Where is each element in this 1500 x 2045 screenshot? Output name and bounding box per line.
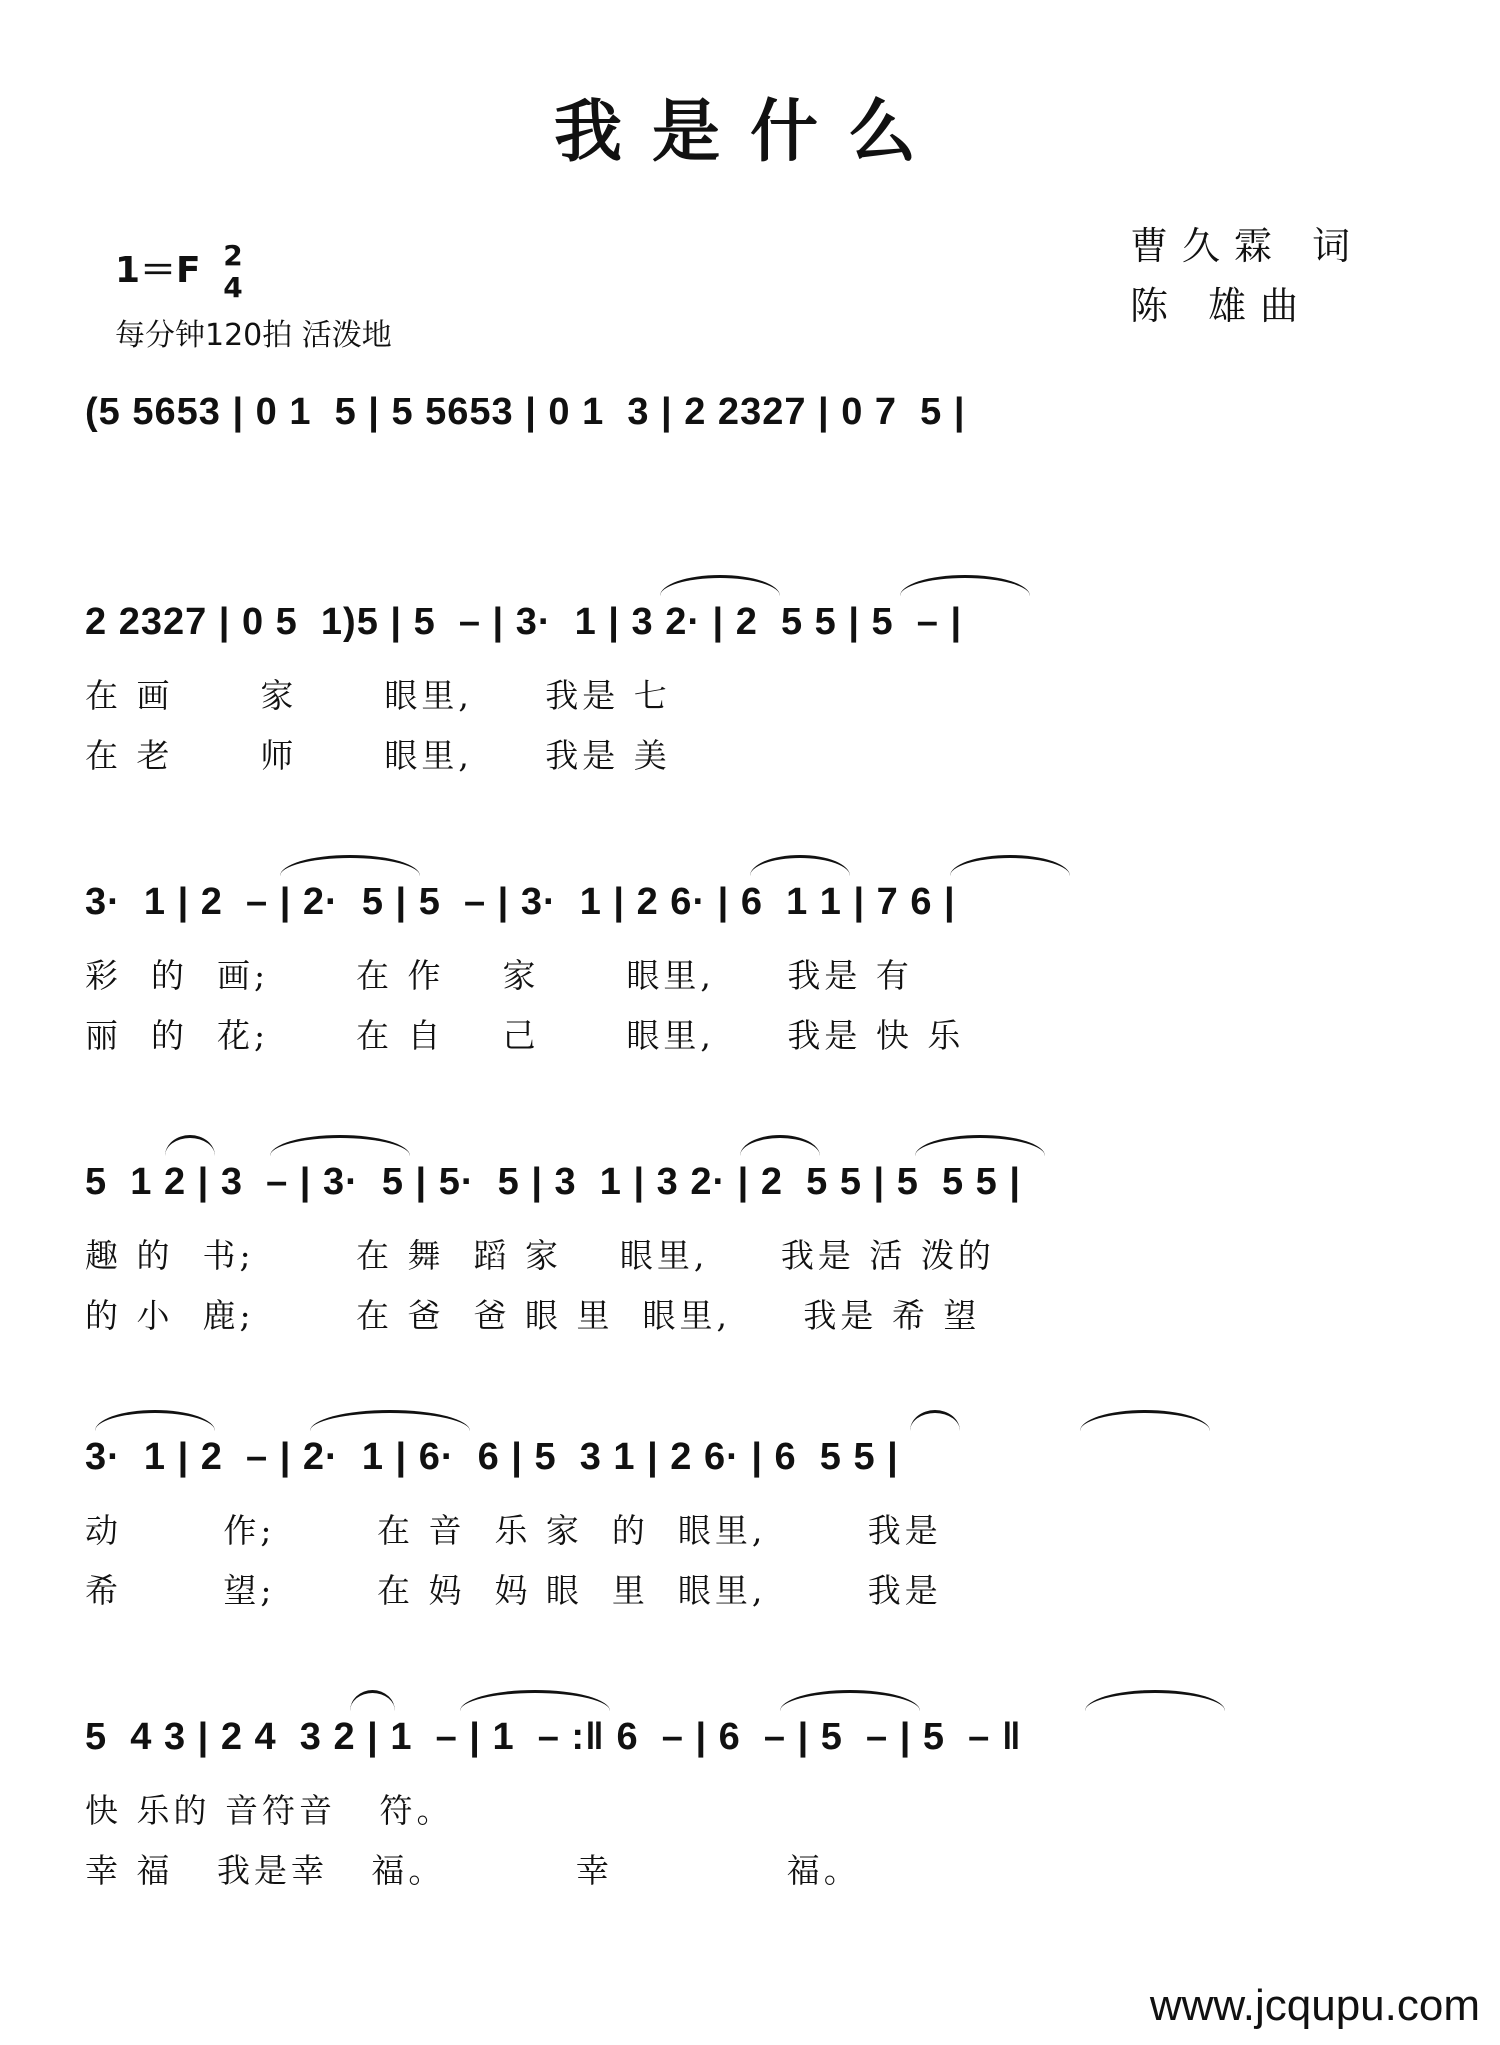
lyric-verse-1: 快 乐的 音符音 符。	[85, 1791, 454, 1830]
tie-arc	[910, 1410, 960, 1431]
tie-arc	[165, 1135, 215, 1156]
notation-line: 5 1 2 | 3 – | 3· 5 | 5· 5 | 3 1 | 3 2· | 2 5 5 | 5 5 5 |	[85, 1161, 1021, 1203]
tie-arc	[780, 1690, 920, 1711]
tie-arc	[95, 1410, 215, 1431]
tie-arc	[270, 1135, 410, 1156]
time-signature-top: 2	[223, 239, 243, 272]
notation-line: (5 5653 | 0 1 5 | 5 5653 | 0 1 3 | 2 2327 | 0 7 5 |	[85, 391, 966, 433]
tie-arc	[915, 1135, 1045, 1156]
time-signature	[223, 240, 242, 304]
key-signature	[115, 240, 243, 304]
lyric-verse-2: 希 望; 在 妈 妈 眼 里 眼里, 我是	[85, 1571, 942, 1610]
lyric-verse-2: 丽 的 花; 在 自 己 眼里, 我是 快 乐	[85, 1016, 965, 1055]
time-signature-bottom: 4	[223, 271, 243, 304]
staff-system-5	[0, 1430, 1500, 1490]
key-label: 1＝F	[115, 250, 201, 291]
tie-arc	[460, 1690, 610, 1711]
lyric-verse-2: 幸 福 我是幸 福。 幸 福。	[85, 1851, 861, 1890]
tie-arc	[660, 575, 780, 596]
notation-line: 5 4 3 | 2 4 3 2 | 1 – | 1 – :‖ 6 – | 6 – | 5 – | 5 – ‖	[85, 1716, 1022, 1758]
tie-arc	[950, 855, 1070, 876]
notation-line: 2 2327 | 0 5 1)5 | 5 – | 3· 1 | 3 2· | 2 5 5 | 5 – |	[85, 601, 963, 643]
notation-line: 3· 1 | 2 – | 2· 1 | 6· 6 | 5 3 1 | 2 6· | 6 5 5 |	[85, 1436, 899, 1478]
tie-arc	[740, 1135, 820, 1156]
tie-arc	[750, 855, 850, 876]
song-title: 我是什么	[553, 92, 946, 172]
tie-arc	[1080, 1410, 1210, 1431]
lyric-verse-2: 在 老 师 眼里, 我是 美	[85, 736, 671, 775]
notation-line: 3· 1 | 2 – | 2· 5 | 5 – | 3· 1 | 2 6· | 6 1 1 | 7 6 |	[85, 881, 956, 923]
lyric-verse-1: 趣 的 书; 在 舞 蹈 家 眼里, 我是 活 泼的	[85, 1236, 995, 1275]
composer-credit: 陈 雄曲	[1130, 284, 1313, 328]
lyricist-credit: 曹久霖 词	[1130, 224, 1365, 268]
staff-system-1	[0, 385, 1500, 445]
tempo-marking: 每分钟120拍 活泼地	[115, 318, 392, 353]
staff-system-3	[0, 875, 1500, 935]
lyric-verse-1: 动 作; 在 音 乐 家 的 眼里, 我是	[85, 1511, 942, 1550]
tie-arc	[1085, 1690, 1225, 1711]
staff-system-2	[0, 595, 1500, 655]
staff-system-4	[0, 1155, 1500, 1215]
source-watermark: www.jcqupu.com	[1149, 1981, 1480, 2030]
tie-arc	[350, 1690, 395, 1711]
tie-arc	[280, 855, 420, 876]
tie-arc	[900, 575, 1030, 596]
tie-arc	[310, 1410, 470, 1431]
staff-system-6	[0, 1710, 1500, 1770]
lyric-verse-2: 的 小 鹿; 在 爸 爸 眼 里 眼里, 我是 希 望	[85, 1296, 981, 1335]
lyric-verse-1: 在 画 家 眼里, 我是 七	[85, 676, 671, 715]
lyric-verse-1: 彩 的 画; 在 作 家 眼里, 我是 有	[85, 956, 913, 995]
